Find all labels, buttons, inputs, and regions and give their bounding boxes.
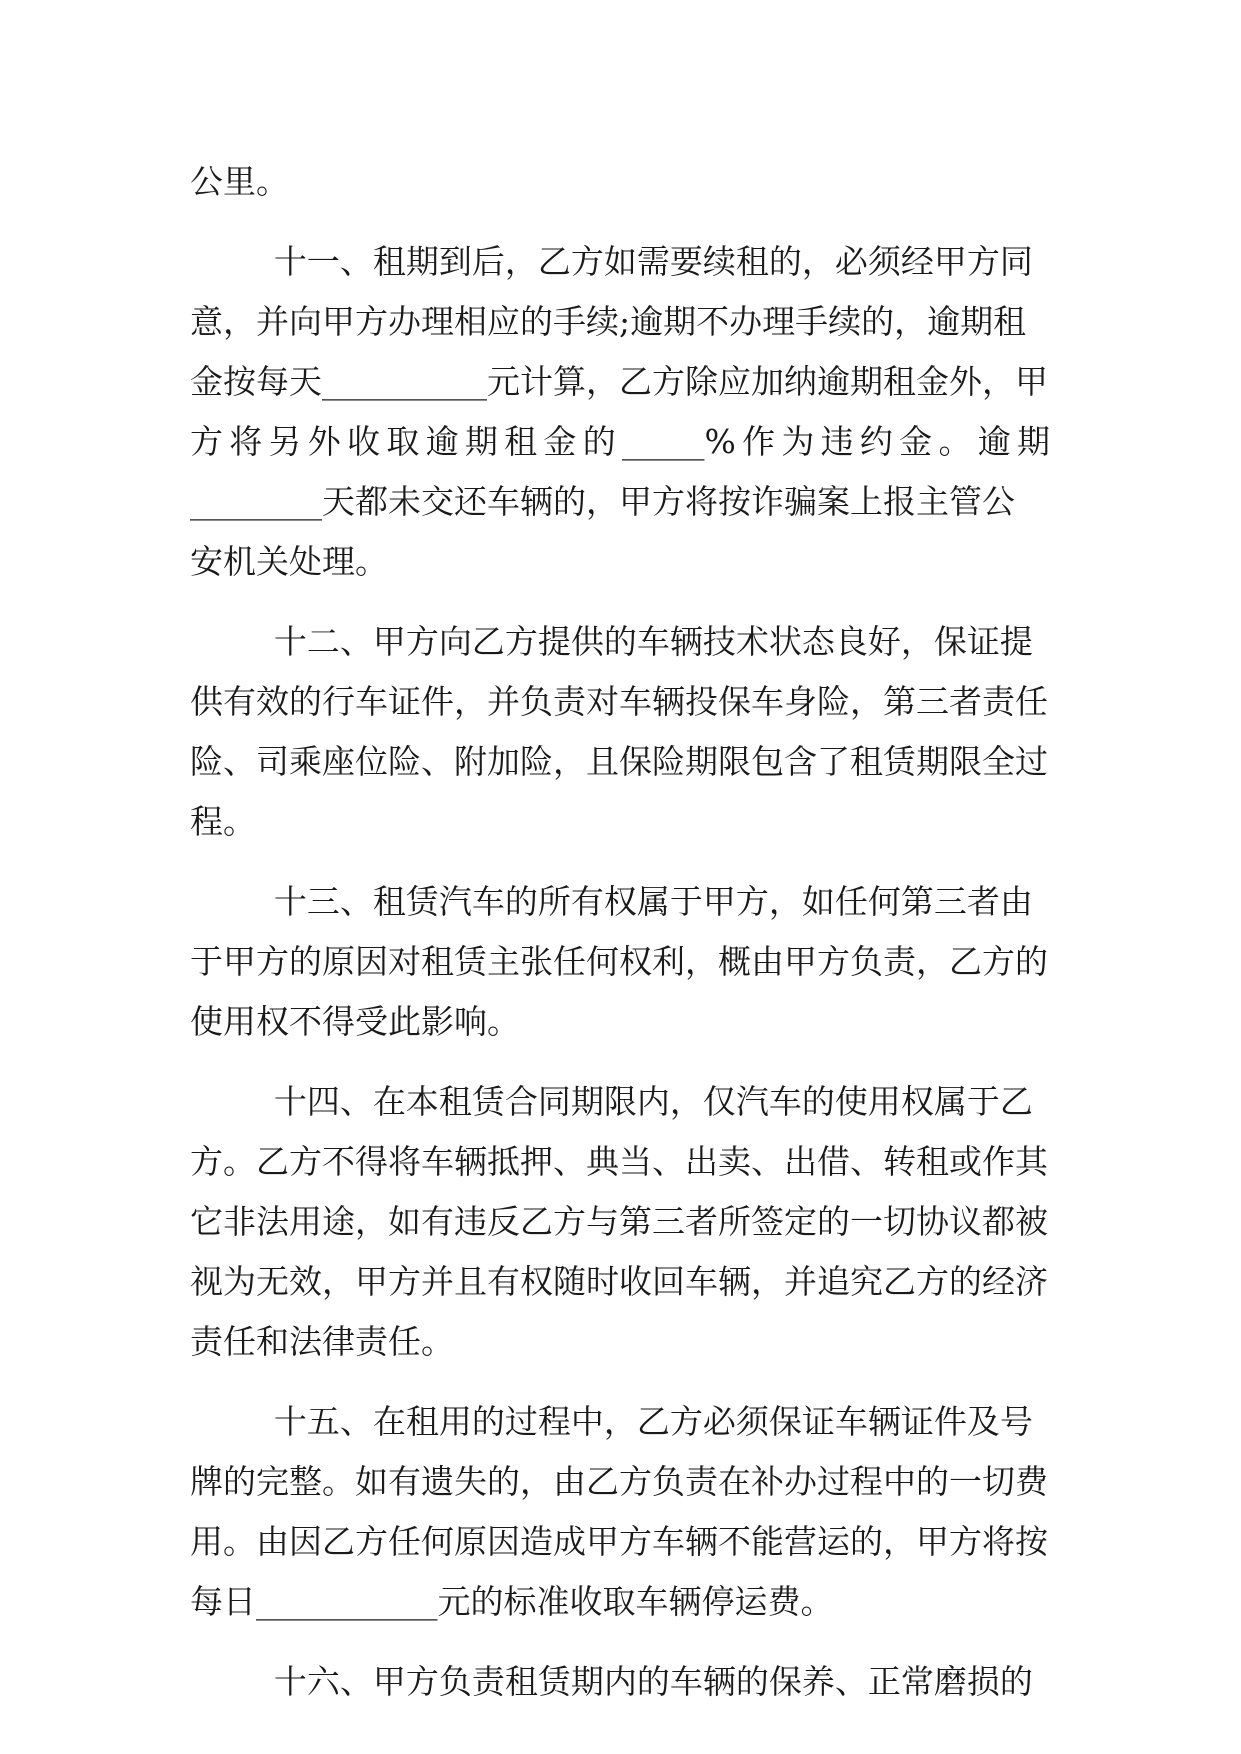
text-line: ________天都未交还车辆的，甲方将按诈骗案上报主管公 [190,482,1015,521]
paragraph-11-line: 十一、租期到后，乙方如需要续租的，必须经甲方同 [190,242,1033,281]
text-line: 它非法用途，如有违反乙方与第三者所签定的一切协议都被 [190,1202,1048,1241]
text-line: 险、司乘座位险、附加险，且保险期限包含了租赁期限全过 [190,742,1048,781]
text-line: 意，并向甲方办理相应的手续;逾期不办理手续的，逾期租 [190,302,1027,341]
text-line: 安机关处理。 [190,542,388,581]
paragraph-13-line: 十三、租赁汽车的所有权属于甲方，如任何第三者由 [190,882,1033,921]
text-line: 方。乙方不得将车辆抵押、典当、出卖、出借、转租或作其 [190,1142,1048,1181]
text-line: 于甲方的原因对租赁主张任何权利，概由甲方负责，乙方的 [190,942,1048,981]
text-line: 使用权不得受此影响。 [190,1002,520,1041]
text-line: 公里。 [190,162,289,201]
text-line: 每日___________元的标准收取车辆停运费。 [190,1582,834,1621]
text-line: 牌的完整。如有遗失的，由乙方负责在补办过程中的一切费 [190,1462,1048,1501]
text-line: 供有效的行车证件，并负责对车辆投保车身险，第三者责任 [190,682,1048,721]
text-line: 视为无效，甲方并且有权随时收回车辆，并追究乙方的经济 [190,1262,1048,1301]
contract-text [190,152,1050,1712]
paragraph-14-line: 十四、在本租赁合同期限内，仅汽车的使用权属于乙 [190,1082,1033,1121]
paragraph-12-line: 十二、甲方向乙方提供的车辆技术状态良好，保证提 [190,622,1033,661]
paragraph-16-line: 十六、甲方负责租赁期内的车辆的保养、正常磨损的 [190,1662,1033,1701]
text-line: 程。 [190,802,256,841]
text-line: 方将另外收取逾期租金的_____%作为违约金。逾期 [190,422,1050,461]
paragraph-15-line: 十五、在租用的过程中，乙方必须保证车辆证件及号 [190,1402,1033,1441]
text-line: 用。由因乙方任何原因造成甲方车辆不能营运的，甲方将按 [190,1522,1048,1561]
text-line: 责任和法律责任。 [190,1322,454,1361]
text-line: 金按每天__________元计算，乙方除应加纳逾期租金外，甲 [190,362,1048,401]
